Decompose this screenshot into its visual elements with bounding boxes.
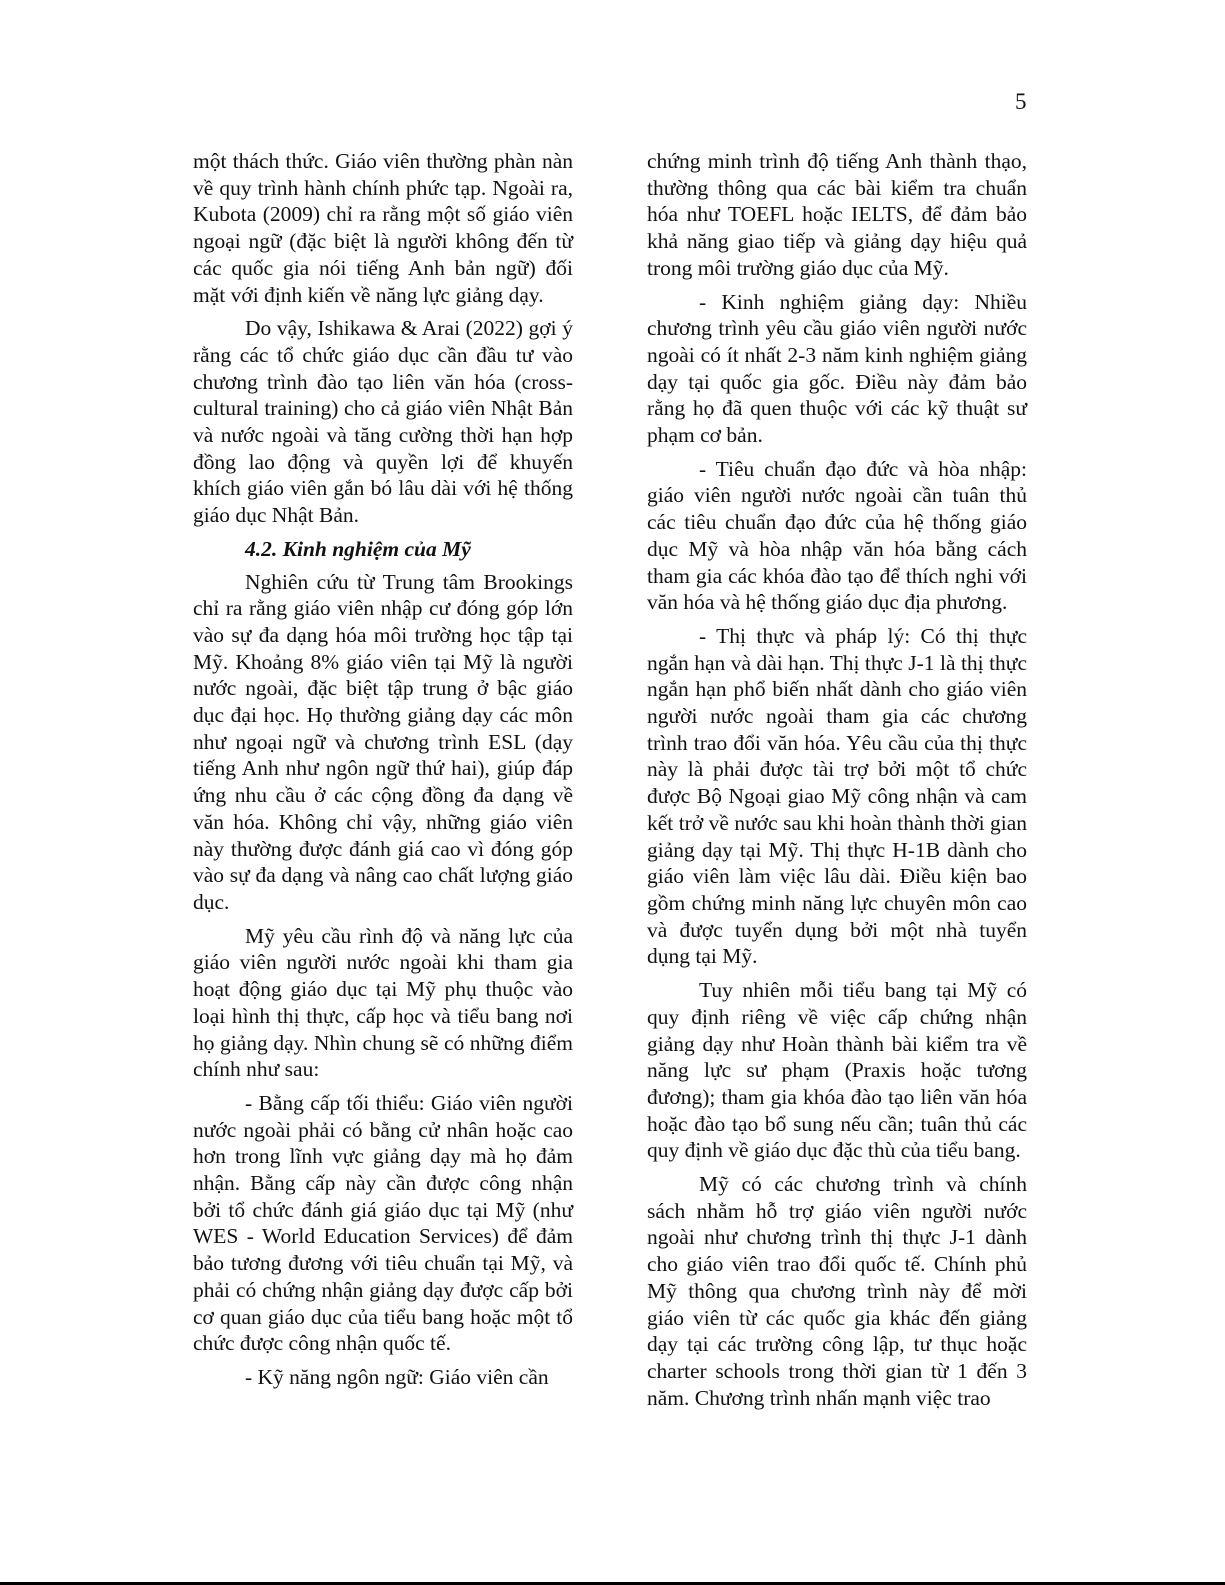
- paragraph: - Tiêu chuẩn đạo đức và hòa nhập: giáo viên người nước ngoài cần tuân thủ các tiêu chuẩn đạo đức của hệ thống giáo dục Mỹ và hòa nhập văn hóa bằng cách tham gia các khóa đào tạo để thích nghi với văn hóa và hệ thống giáo dục địa phương.: [647, 456, 1027, 615]
- paragraph: - Thị thực và pháp lý: Có thị thực ngắn hạn và dài hạn. Thị thực J-1 là thị thực ngắn hạn phổ biến nhất dành cho giáo viên người nước ngoài tham gia các chương trình trao đổi văn hóa. Yêu cầu của thị thực này là phải được tài trợ bởi một tổ chức được Bộ Ngoại giao Mỹ công nhận và cam kết trở về nước sau khi hoàn thành thời gian giảng dạy tại Mỹ. Thị thực H-1B dành cho giáo viên làm việc lâu dài. Điều kiện bao gồm chứng minh năng lực chuyên môn cao và được tuyển dụng bởi một nhà tuyển dụng tại Mỹ.: [647, 623, 1027, 969]
- left-column: [193, 148, 573, 1398]
- paragraph: Mỹ yêu cầu rình độ và năng lực của giáo viên người nước ngoài khi tham gia hoạt động giáo dục tại Mỹ phụ thuộc vào loại hình thị thực, cấp học và tiểu bang nơi họ giảng dạy. Nhìn chung sẽ có những điểm chính như sau:: [193, 923, 573, 1082]
- right-column: [647, 148, 1027, 1418]
- paragraph: Nghiên cứu từ Trung tâm Brookings chỉ ra rằng giáo viên nhập cư đóng góp lớn vào sự đa dạng hóa môi trường học tập tại Mỹ. Khoảng 8% giáo viên tại Mỹ là người nước ngoài, đặc biệt tập trung ở bậc giáo dục đại học. Họ thường giảng dạy các môn như ngoại ngữ và chương trình ESL (dạy tiếng Anh như ngôn ngữ thứ hai), giúp đáp ứng nhu cầu ở các cộng đồng đa dạng về văn hóa. Không chỉ vậy, những giáo viên này thường được đánh giá cao vì đóng góp vào sự đa dạng và nâng cao chất lượng giáo dục.: [193, 569, 573, 914]
- paragraph: - Kinh nghiệm giảng dạy: Nhiều chương trình yêu cầu giáo viên người nước ngoài có ít nhất 2-3 năm kinh nghiệm giảng dạy tại quốc gia gốc. Điều này đảm bảo rằng họ đã quen thuộc với các kỹ thuật sư phạm cơ bản.: [647, 289, 1027, 448]
- paragraph: Tuy nhiên mỗi tiểu bang tại Mỹ có quy định riêng về việc cấp chứng nhận giảng dạy như Hoàn thành bài kiểm tra về năng lực sư phạm (Praxis hoặc tương đương); tham gia khóa đào tạo liên văn hóa hoặc đào tạo bổ sung nếu cần; tuân thủ các quy định về giáo dục đặc thù của tiểu bang.: [647, 978, 1027, 1163]
- section-heading: 4.2. Kinh nghiệm của Mỹ: [245, 536, 471, 561]
- page-number: 5: [1015, 89, 1027, 114]
- paragraph: - Bằng cấp tối thiểu: Giáo viên người nước ngoài phải có bằng cử nhân hoặc cao hơn trong lĩnh vực giảng dạy mà họ đảm nhận. Bằng cấp này cần được công nhận bởi tổ chức đánh giá giáo dục tại Mỹ (như WES - World Education Services) để đảm bảo tương đương với tiêu chuẩn tại Mỹ, và phải có chứng nhận giảng dạy được cấp bởi cơ quan giáo dục của tiểu bang hoặc một tổ chức được công nhận quốc tế.: [193, 1090, 573, 1356]
- paragraph: một thách thức. Giáo viên thường phàn nàn về quy trình hành chính phức tạp. Ngoài ra, Kubota (2009) chỉ ra rằng một số giáo viên ngoại ngữ (đặc biệt là người không đến từ các quốc gia nói tiếng Anh bản ngữ) đối mặt với định kiến về năng lực giảng dạy.: [193, 149, 573, 307]
- paragraph: - Kỹ năng ngôn ngữ: Giáo viên cần: [245, 1364, 549, 1389]
- paragraph: Do vậy, Ishikawa & Arai (2022) gợi ý rằng các tổ chức giáo dục cần đầu tư vào chương trình đào tạo liên văn hóa (cross-cultural training) cho cả giáo viên Nhật Bản và nước ngoài và tăng cường thời hạn hợp đồng lao động và quyền lợi để khuyến khích giáo viên gắn bó lâu dài với hệ thống giáo dục Nhật Bản.: [193, 316, 573, 528]
- paragraph: Mỹ có các chương trình và chính sách nhằm hỗ trợ giáo viên người nước ngoài như chương trình thị thực J-1 dành cho giáo viên trao đổi quốc tế. Chính phủ Mỹ thông qua chương trình này để mời giáo viên từ các quốc gia khác đến giảng dạy tại các trường công lập, tư thục hoặc charter schools trong thời gian từ 1 đến 3 năm. Chương trình nhấn mạnh việc trao: [647, 1172, 1027, 1410]
- paragraph: chứng minh trình độ tiếng Anh thành thạo, thường thông qua các bài kiểm tra chuẩn hóa như TOEFL hoặc IELTS, để đảm bảo khả năng giao tiếp và giảng dạy hiệu quả trong môi trường giáo dục của Mỹ.: [647, 149, 1027, 280]
